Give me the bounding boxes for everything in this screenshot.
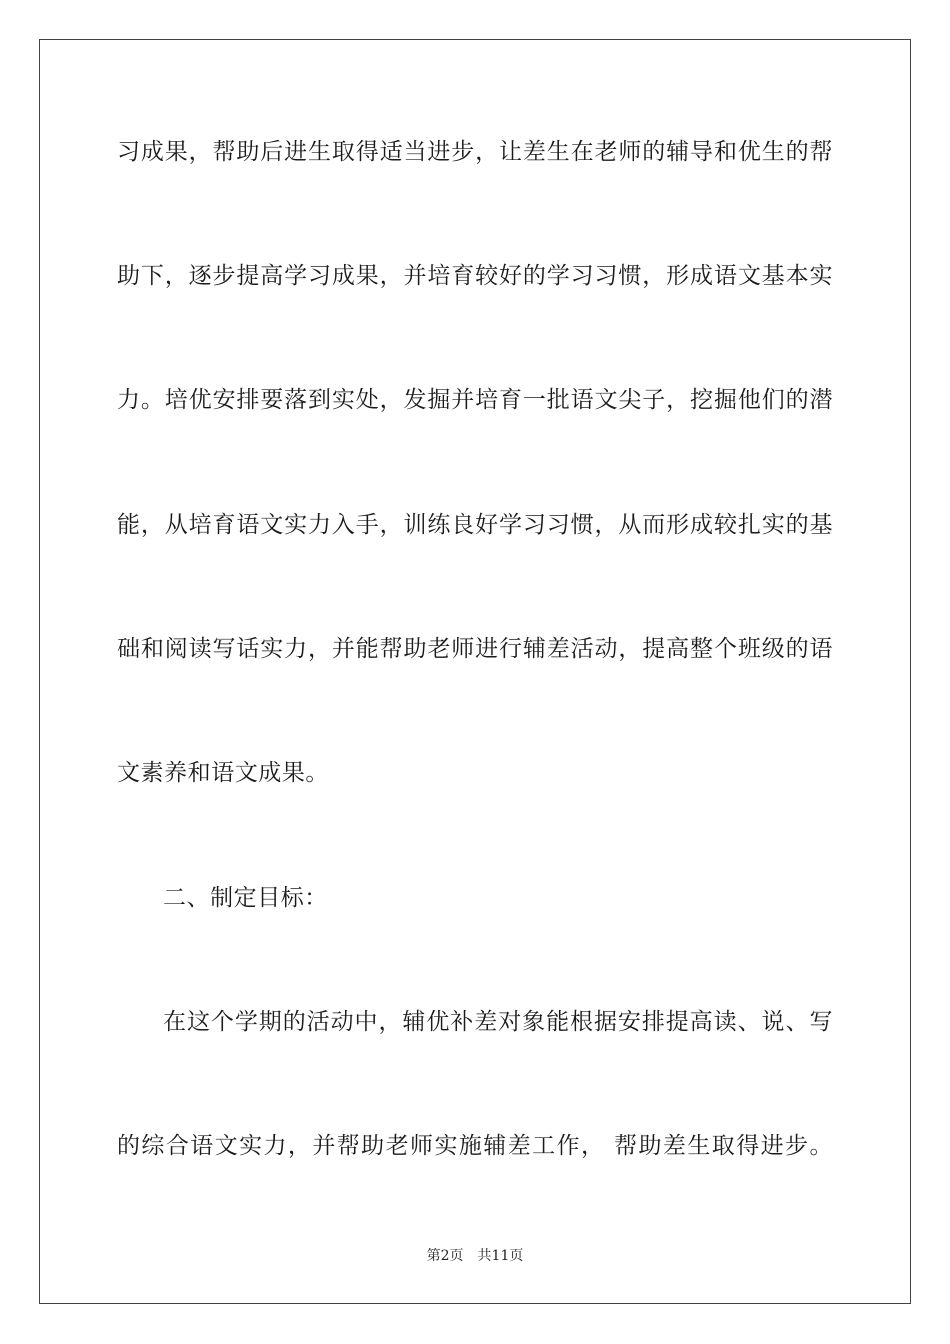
- body-text-line: 在这个学期的活动中，辅优补差对象能根据安排提高读、说、写: [163, 1009, 833, 1035]
- page-footer: [0, 1247, 950, 1265]
- page-border: [39, 39, 911, 1304]
- body-text-line: 能，从培育语文实力入手，训练良好学习习惯，从而形成较扎实的基: [117, 512, 833, 538]
- section-heading: 二、制定目标：: [163, 885, 328, 911]
- body-text-line: 力。培优安排要落到实处，发掘并培育一批语文尖子，挖掘他们的潜: [117, 387, 833, 413]
- body-text-line: 文素养和语文成果。: [117, 760, 329, 786]
- body-text-line: 助下，逐步提高学习成果，并培育较好的学习习惯，形成语文基本实: [117, 263, 833, 289]
- page-number: 第2页: [426, 1248, 464, 1264]
- body-text-line: 础和阅读写话实力，并能帮助老师进行辅差活动，提高整个班级的语: [117, 636, 833, 662]
- body-text-line: 的综合语文实力，并帮助老师实施辅差工作， 帮助差生取得进步。: [117, 1133, 833, 1159]
- page-total: 共11页: [477, 1248, 524, 1264]
- body-text-line: 习成果，帮助后进生取得适当进步，让差生在老师的辅导和优生的帮: [117, 139, 833, 165]
